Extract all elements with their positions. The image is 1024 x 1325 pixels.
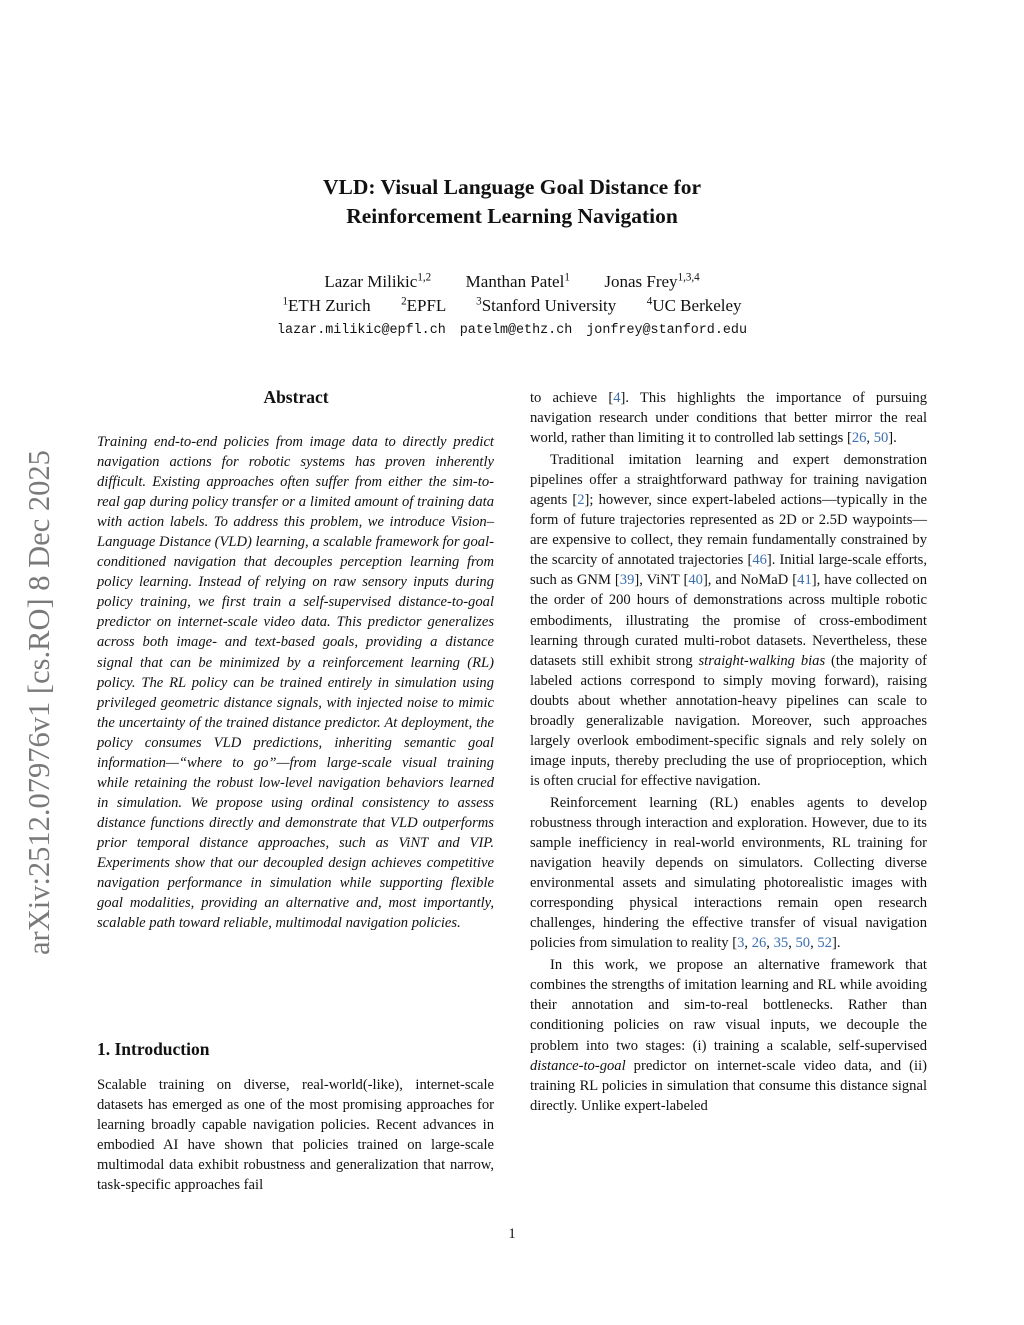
arxiv-stamp: arXiv:2512.07976v1 [cs.RO] 8 Dec 2025 [22, 450, 56, 955]
author-name: Jonas Frey [604, 272, 678, 291]
citation-link[interactable]: 26 [751, 935, 767, 952]
citation-link[interactable]: 50 [795, 935, 811, 952]
text-run: to achieve [ [530, 390, 614, 406]
citation-link[interactable]: 35 [773, 935, 789, 952]
author-sup: 1,3,4 [677, 271, 700, 284]
text-run: Reinforcement learning (RL) enables agents to develop robustness through interaction and exploration. However, due to its sample inefficiency in real-world environments, RL training for navigation heavily depends on simulators. Collecting diverse environmental assets and simulating photorealistic images with corresponding physical interactions remain open research challenges, hindering the effective transfer of visual navigation policies from simulation to reality [ [530, 794, 927, 952]
section-heading-introduction: 1. Introduction [97, 1039, 210, 1059]
citation-link[interactable]: 52 [817, 935, 832, 952]
text-run: , [744, 935, 752, 952]
paragraph [530, 955, 927, 1115]
citation-link[interactable]: 50 [873, 430, 889, 447]
abstract-text: Training end-to-end policies from image data to directly predict navigation actions for robotic systems has proven inherently difficult. Existing approaches often suffer from either the sim-to-real gap during policy transfer or a limited amount of training data with action labels. To address this problem, we introduce Vision–Language Distance (VLD) learning, a scalable framework for goal-conditioned navigation that decouples perception learning from policy learning. Instead of relying on raw sensory inputs during policy training, we first train a self-supervised distance-to-goal predictor on internet-scale video data. This predictor generalizes across both image- and text-based goals, providing a distance signal that can be minimized by a reinforcement learning (RL) policy. The RL policy can be trained entirely in simulation using privileged geometric distance signals, with injected noise to mimic the uncertainty of the trained distance predictor. At deployment, the policy consumes VLD predictions, inheriting semantic goal information—“where to go”—from large-scale visual training while retaining the robust low-level navigation behaviors learned in simulation. We propose using ordinal consistency to assess distance functions directly and demonstrate that VLD outperforms prior temporal distance approaches, such as ViNT and VIP. Experiments show that our decoupled design achieves competitive navigation performance in simulation while supporting flexible goal modalities, providing an alternative and, most importantly, scalable path toward reliable, multimodal navigation policies. [97, 434, 494, 932]
title-line-2: Reinforcement Learning Navigation [346, 204, 678, 228]
email[interactable]: jonfrey@stanford.edu [586, 323, 747, 338]
text-run: , [788, 935, 796, 952]
text-run: ]. Initial large-scale efforts, such as GNM [ [530, 552, 927, 589]
title-line-1: VLD: Visual Language Goal Distance for [322, 175, 702, 199]
affiliation-name: EPFL [406, 296, 446, 315]
text-run: ], and NoMaD [ [702, 572, 798, 589]
author-list [0, 270, 1024, 294]
citation-link[interactable]: 2 [577, 492, 585, 509]
affiliation-name: UC Berkeley [652, 296, 742, 315]
text-run: ]; however, since expert-labeled actions—typically in the form of future trajectories represented as 2D or 2.5D waypoints—are expensive to collect, they remain fundamentally constrained by the scarcity of annotated trajectories [ [530, 492, 927, 569]
citation-link[interactable]: 46 [752, 552, 767, 569]
author-sup: 1,2 [417, 271, 432, 284]
paragraph [530, 793, 927, 953]
text-run: ]. This highlights the importance of pursuing navigation research under conditions that better mirror the real world, rather than limiting it to controlled lab settings [ [530, 390, 927, 447]
text-run: , [866, 430, 874, 447]
text-run: , [766, 935, 774, 952]
citation-link[interactable]: 3 [737, 935, 745, 952]
affiliation-sup: 1 [282, 295, 288, 308]
citation-link[interactable]: 26 [851, 430, 867, 447]
text-run: ], have collected on the order of 200 hours of demonstrations across multiple robotic embodiments, illustrating the promise of cross-embodiment learning through curated multi-robot datasets. Nevertheless, these datasets still exhibit strong [530, 572, 928, 669]
emphasis: straight-walking bias [698, 652, 826, 669]
affiliation-list [0, 294, 1024, 318]
text-run: ]. [888, 430, 897, 447]
affiliation-sup: 2 [401, 295, 407, 308]
text-run: ], ViNT [ [634, 572, 689, 589]
text-run: Traditional imitation learning and expert demonstration pipelines offer a straightforward pathway for training navigation agents [ [530, 452, 927, 509]
text-run: predictor on internet-scale video data, and (ii) training RL policies in simulation that consume this distance signal directly. Unlike expert-labeled [530, 1057, 927, 1114]
email-list [0, 322, 1024, 340]
author-sup: 1 [564, 271, 570, 284]
email[interactable]: lazar.milikic@epfl.ch [277, 323, 446, 338]
citation-link[interactable]: 4 [613, 390, 621, 406]
right-column [530, 388, 927, 1116]
citation-link[interactable]: 40 [688, 572, 703, 589]
affiliation-sup: 4 [646, 295, 653, 308]
text-run: , [810, 935, 818, 952]
text-run: (the majority of labeled actions correspond to simply moving forward), raising doubts about whether annotation-heavy pipelines can scale to broadly generalizable navigation. Moreover, such approaches largely overlook embodiment-specific signals and rely solely on image inputs, thereby precluding the use of proprioception, which is often crucial for effective navigation. [530, 652, 927, 789]
text-run: In this work, we propose an alternative framework that combines the strengths of imitation learning and RL while avoiding their annotation and sim-to-real bottlenecks. Rather than conditioning policies on raw visual inputs, we decouple the problem into two stages: (i) training a scalable, self-supervised [530, 957, 927, 1054]
arxiv-stamp-container [17, 385, 61, 955]
abstract-heading: Abstract [263, 387, 329, 407]
author-name: Lazar Milikic [324, 272, 418, 291]
affiliation-name: ETH Zurich [287, 296, 371, 315]
text-run: ]. [831, 935, 841, 952]
paragraph [530, 388, 927, 448]
email[interactable]: patelm@ethz.ch [459, 323, 573, 338]
paper-title [0, 173, 1024, 231]
affiliation-sup: 3 [476, 295, 482, 308]
affiliation-name: Stanford University [481, 296, 617, 315]
citation-link[interactable]: 39 [619, 572, 635, 589]
page-number: 1 [508, 1226, 516, 1242]
emphasis: distance-to-goal [530, 1057, 626, 1074]
paragraph [530, 450, 927, 791]
introduction-text: Scalable training on diverse, real-world(-like), internet-scale datasets has emerged as one of the most promising approaches for learning broadly capable navigation policies. Recent advances in embodied AI have shown that policies trained on large-scale multimodal data exhibit robustness and generalization that narrow, task-specific approaches fail [97, 1077, 494, 1194]
author-name: Manthan Patel [465, 272, 565, 291]
citation-link[interactable]: 41 [797, 572, 812, 589]
